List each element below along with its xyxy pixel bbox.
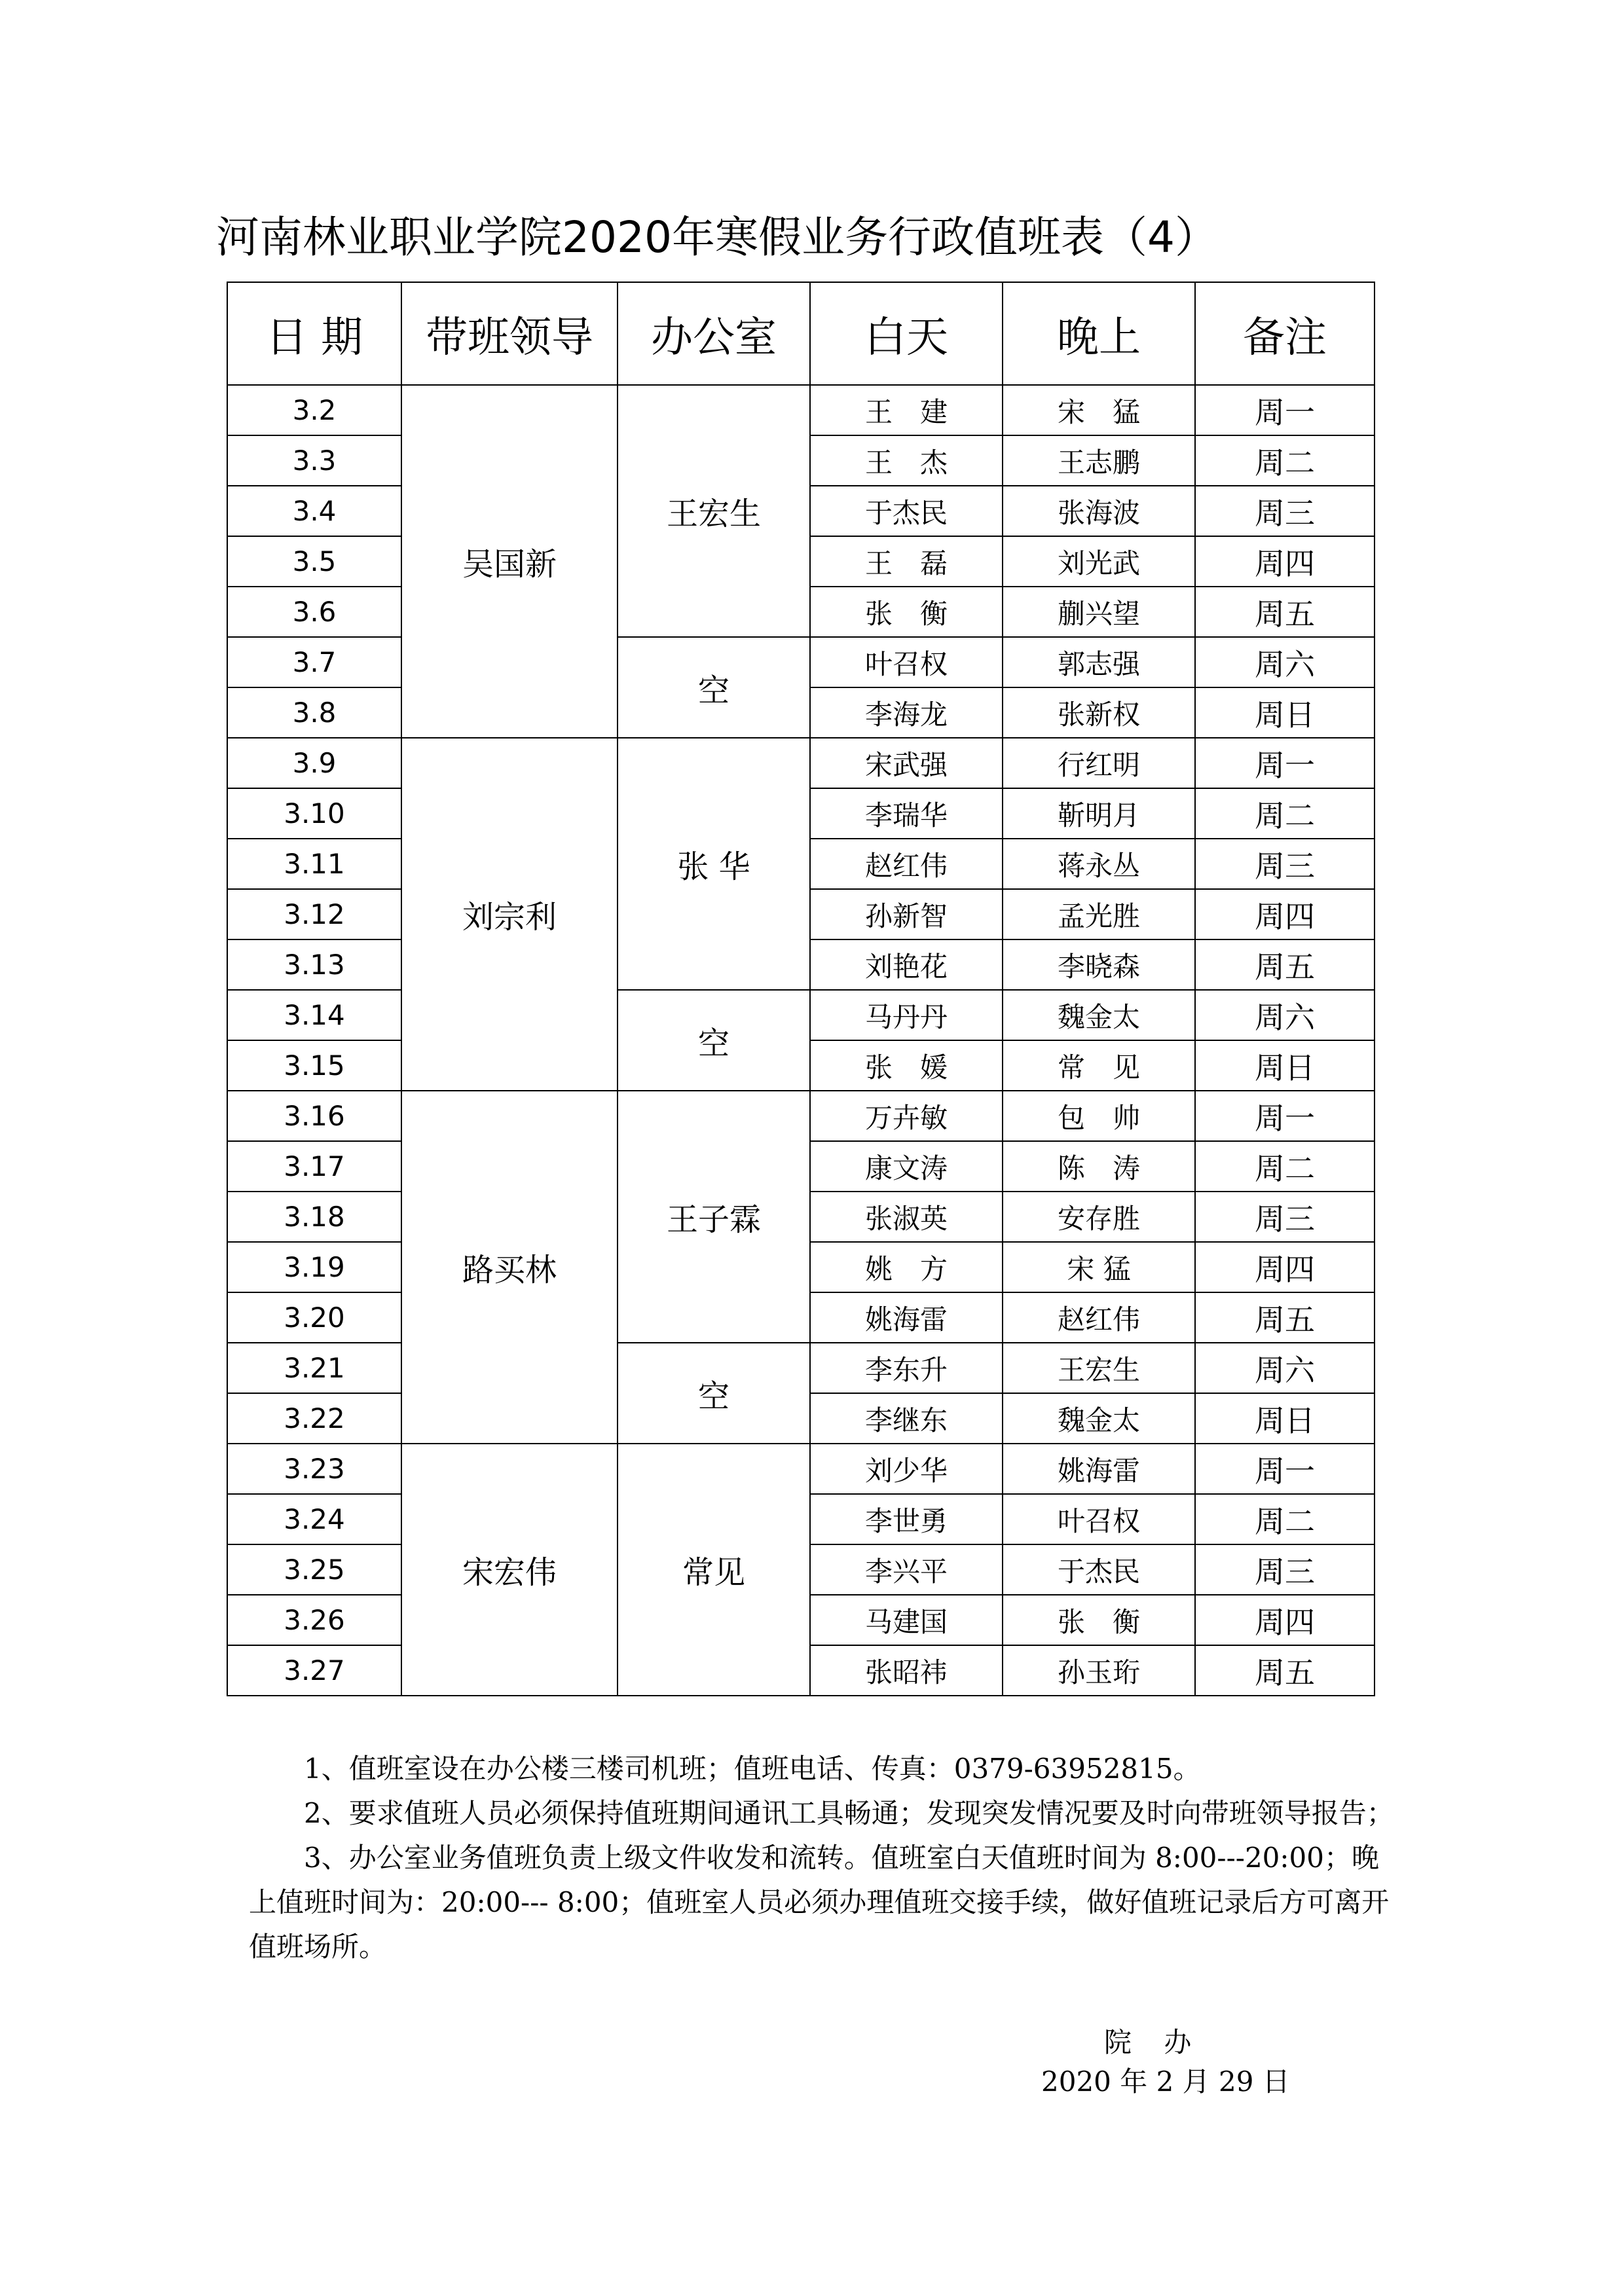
table-row xyxy=(227,637,1375,687)
weekday-cell: 周日 xyxy=(1195,687,1375,738)
leader-cell: 刘宗利 xyxy=(401,738,618,1091)
weekday-cell: 周二 xyxy=(1195,788,1375,839)
day-duty-cell: 李瑞华 xyxy=(810,788,1003,839)
table-row xyxy=(227,1444,1375,1494)
weekday-cell: 周四 xyxy=(1195,1595,1375,1645)
header-office: 办公室 xyxy=(618,282,810,385)
day-duty-cell: 李世勇 xyxy=(810,1494,1003,1544)
table-row xyxy=(227,385,1375,435)
night-duty-cell: 行红明 xyxy=(1003,738,1195,788)
night-duty-cell: 赵红伟 xyxy=(1003,1292,1195,1343)
weekday-cell: 周五 xyxy=(1195,1645,1375,1696)
night-duty-cell: 安存胜 xyxy=(1003,1192,1195,1242)
night-duty-cell: 张海波 xyxy=(1003,486,1195,536)
note-line-3: 3、办公室业务值班负责上级文件收发和流转。值班室白天值班时间为 8:00---20:00；晚上值班时间为：20:00--- 8:00；值班室人员必须办理值班交接手续，做好值班记录后方可离开值班场所。 xyxy=(249,1842,1390,1963)
note-line-1: 1、值班室设在办公楼三楼司机班；值班电话、传真：0379-63952815。 xyxy=(304,1753,1201,1785)
day-duty-cell: 王 建 xyxy=(810,385,1003,435)
office-cell: 常见 xyxy=(618,1444,810,1696)
weekday-cell: 周一 xyxy=(1195,1091,1375,1141)
weekday-cell: 周五 xyxy=(1195,1292,1375,1343)
night-duty-cell: 常 见 xyxy=(1003,1040,1195,1091)
day-duty-cell: 刘艳花 xyxy=(810,939,1003,990)
day-duty-cell: 康文涛 xyxy=(810,1141,1003,1192)
day-duty-cell: 马建国 xyxy=(810,1595,1003,1645)
day-duty-cell: 马丹丹 xyxy=(810,990,1003,1040)
weekday-cell: 周一 xyxy=(1195,1444,1375,1494)
date-cell: 3.4 xyxy=(227,486,401,536)
day-duty-cell: 于杰民 xyxy=(810,486,1003,536)
day-duty-cell: 姚 方 xyxy=(810,1242,1003,1292)
date-cell: 3.6 xyxy=(227,587,401,637)
weekday-cell: 周五 xyxy=(1195,939,1375,990)
note-line-2: 2、要求值班人员必须保持值班期间通讯工具畅通；发现突发情况要及时向带班领导报告； xyxy=(304,1797,1394,1829)
day-duty-cell: 姚海雷 xyxy=(810,1292,1003,1343)
night-duty-cell: 靳明月 xyxy=(1003,788,1195,839)
leader-cell: 宋宏伟 xyxy=(401,1444,618,1696)
signature-date: 2020 年 2 月 29 日 xyxy=(1041,2066,1290,2098)
day-duty-cell: 王 磊 xyxy=(810,536,1003,587)
date-cell: 3.27 xyxy=(227,1645,401,1696)
table-header-row xyxy=(227,282,1375,385)
day-duty-cell: 李兴平 xyxy=(810,1544,1003,1595)
weekday-cell: 周二 xyxy=(1195,1141,1375,1192)
weekday-cell: 周四 xyxy=(1195,536,1375,587)
night-duty-cell: 叶召权 xyxy=(1003,1494,1195,1544)
night-duty-cell: 宋 猛 xyxy=(1003,1242,1195,1292)
day-duty-cell: 刘少华 xyxy=(810,1444,1003,1494)
night-duty-cell: 蒋永丛 xyxy=(1003,839,1195,889)
night-duty-cell: 刘光武 xyxy=(1003,536,1195,587)
night-duty-cell: 陈 涛 xyxy=(1003,1141,1195,1192)
date-cell: 3.23 xyxy=(227,1444,401,1494)
office-cell: 空 xyxy=(618,637,810,738)
office-cell: 空 xyxy=(618,1343,810,1444)
weekday-cell: 周四 xyxy=(1195,889,1375,939)
date-cell: 3.8 xyxy=(227,687,401,738)
weekday-cell: 周三 xyxy=(1195,1544,1375,1595)
office-cell: 王子霖 xyxy=(618,1091,810,1343)
night-duty-cell: 孙玉珩 xyxy=(1003,1645,1195,1696)
weekday-cell: 周六 xyxy=(1195,990,1375,1040)
day-duty-cell: 李继东 xyxy=(810,1393,1003,1444)
header-date: 日 期 xyxy=(227,282,401,385)
weekday-cell: 周一 xyxy=(1195,385,1375,435)
table-row xyxy=(227,738,1375,788)
day-duty-cell: 宋武强 xyxy=(810,738,1003,788)
day-duty-cell: 张 媛 xyxy=(810,1040,1003,1091)
night-duty-cell: 孟光胜 xyxy=(1003,889,1195,939)
night-duty-cell: 王宏生 xyxy=(1003,1343,1195,1393)
date-cell: 3.24 xyxy=(227,1494,401,1544)
header-leader: 带班领导 xyxy=(401,282,618,385)
day-duty-cell: 叶召权 xyxy=(810,637,1003,687)
duty-table-body xyxy=(227,282,1375,1696)
header-night: 晚上 xyxy=(1003,282,1195,385)
weekday-cell: 周六 xyxy=(1195,1343,1375,1393)
day-duty-cell: 赵红伟 xyxy=(810,839,1003,889)
night-duty-cell: 蒯兴望 xyxy=(1003,587,1195,637)
date-cell: 3.2 xyxy=(227,385,401,435)
weekday-cell: 周六 xyxy=(1195,637,1375,687)
date-cell: 3.25 xyxy=(227,1544,401,1595)
night-duty-cell: 魏金太 xyxy=(1003,1393,1195,1444)
date-cell: 3.15 xyxy=(227,1040,401,1091)
night-duty-cell: 姚海雷 xyxy=(1003,1444,1195,1494)
weekday-cell: 周四 xyxy=(1195,1242,1375,1292)
night-duty-cell: 张新权 xyxy=(1003,687,1195,738)
date-cell: 3.20 xyxy=(227,1292,401,1343)
day-duty-cell: 王 杰 xyxy=(810,435,1003,486)
date-cell: 3.21 xyxy=(227,1343,401,1393)
date-cell: 3.5 xyxy=(227,536,401,587)
office-cell: 王宏生 xyxy=(618,385,810,637)
day-duty-cell: 张 衡 xyxy=(810,587,1003,637)
weekday-cell: 周日 xyxy=(1195,1393,1375,1444)
weekday-cell: 周日 xyxy=(1195,1040,1375,1091)
day-duty-cell: 孙新智 xyxy=(810,889,1003,939)
date-cell: 3.14 xyxy=(227,990,401,1040)
weekday-cell: 周二 xyxy=(1195,1494,1375,1544)
day-duty-cell: 李东升 xyxy=(810,1343,1003,1393)
office-cell: 空 xyxy=(618,990,810,1091)
leader-cell: 路买林 xyxy=(401,1091,618,1444)
date-cell: 3.18 xyxy=(227,1192,401,1242)
night-duty-cell: 于杰民 xyxy=(1003,1544,1195,1595)
night-duty-cell: 魏金太 xyxy=(1003,990,1195,1040)
weekday-cell: 周三 xyxy=(1195,1192,1375,1242)
night-duty-cell: 郭志强 xyxy=(1003,637,1195,687)
weekday-cell: 周三 xyxy=(1195,839,1375,889)
day-duty-cell: 万卉敏 xyxy=(810,1091,1003,1141)
office-cell: 张 华 xyxy=(618,738,810,990)
header-note: 备注 xyxy=(1195,282,1375,385)
night-duty-cell: 李晓森 xyxy=(1003,939,1195,990)
day-duty-cell: 张淑英 xyxy=(810,1192,1003,1242)
weekday-cell: 周五 xyxy=(1195,587,1375,637)
table-row xyxy=(227,990,1375,1040)
day-duty-cell: 李海龙 xyxy=(810,687,1003,738)
date-cell: 3.12 xyxy=(227,889,401,939)
weekday-cell: 周二 xyxy=(1195,435,1375,486)
date-cell: 3.17 xyxy=(227,1141,401,1192)
date-cell: 3.22 xyxy=(227,1393,401,1444)
date-cell: 3.3 xyxy=(227,435,401,486)
date-cell: 3.10 xyxy=(227,788,401,839)
table-row xyxy=(227,1343,1375,1393)
date-cell: 3.16 xyxy=(227,1091,401,1141)
page-title: 河南林业职业学院2020年寒假业务行政值班表（4） xyxy=(216,212,1218,263)
date-cell: 3.26 xyxy=(227,1595,401,1645)
signature-office: 院 办 xyxy=(1104,2026,1204,2058)
date-cell: 3.19 xyxy=(227,1242,401,1292)
weekday-cell: 周三 xyxy=(1195,486,1375,536)
header-day: 白天 xyxy=(810,282,1003,385)
date-cell: 3.11 xyxy=(227,839,401,889)
night-duty-cell: 宋 猛 xyxy=(1003,385,1195,435)
day-duty-cell: 张昭祎 xyxy=(810,1645,1003,1696)
notes-section xyxy=(249,1747,1401,1969)
duty-schedule-table xyxy=(227,282,1375,1696)
night-duty-cell: 包 帅 xyxy=(1003,1091,1195,1141)
table-row xyxy=(227,1091,1375,1141)
night-duty-cell: 王志鹏 xyxy=(1003,435,1195,486)
date-cell: 3.7 xyxy=(227,637,401,687)
weekday-cell: 周一 xyxy=(1195,738,1375,788)
date-cell: 3.9 xyxy=(227,738,401,788)
leader-cell: 吴国新 xyxy=(401,385,618,738)
night-duty-cell: 张 衡 xyxy=(1003,1595,1195,1645)
date-cell: 3.13 xyxy=(227,939,401,990)
